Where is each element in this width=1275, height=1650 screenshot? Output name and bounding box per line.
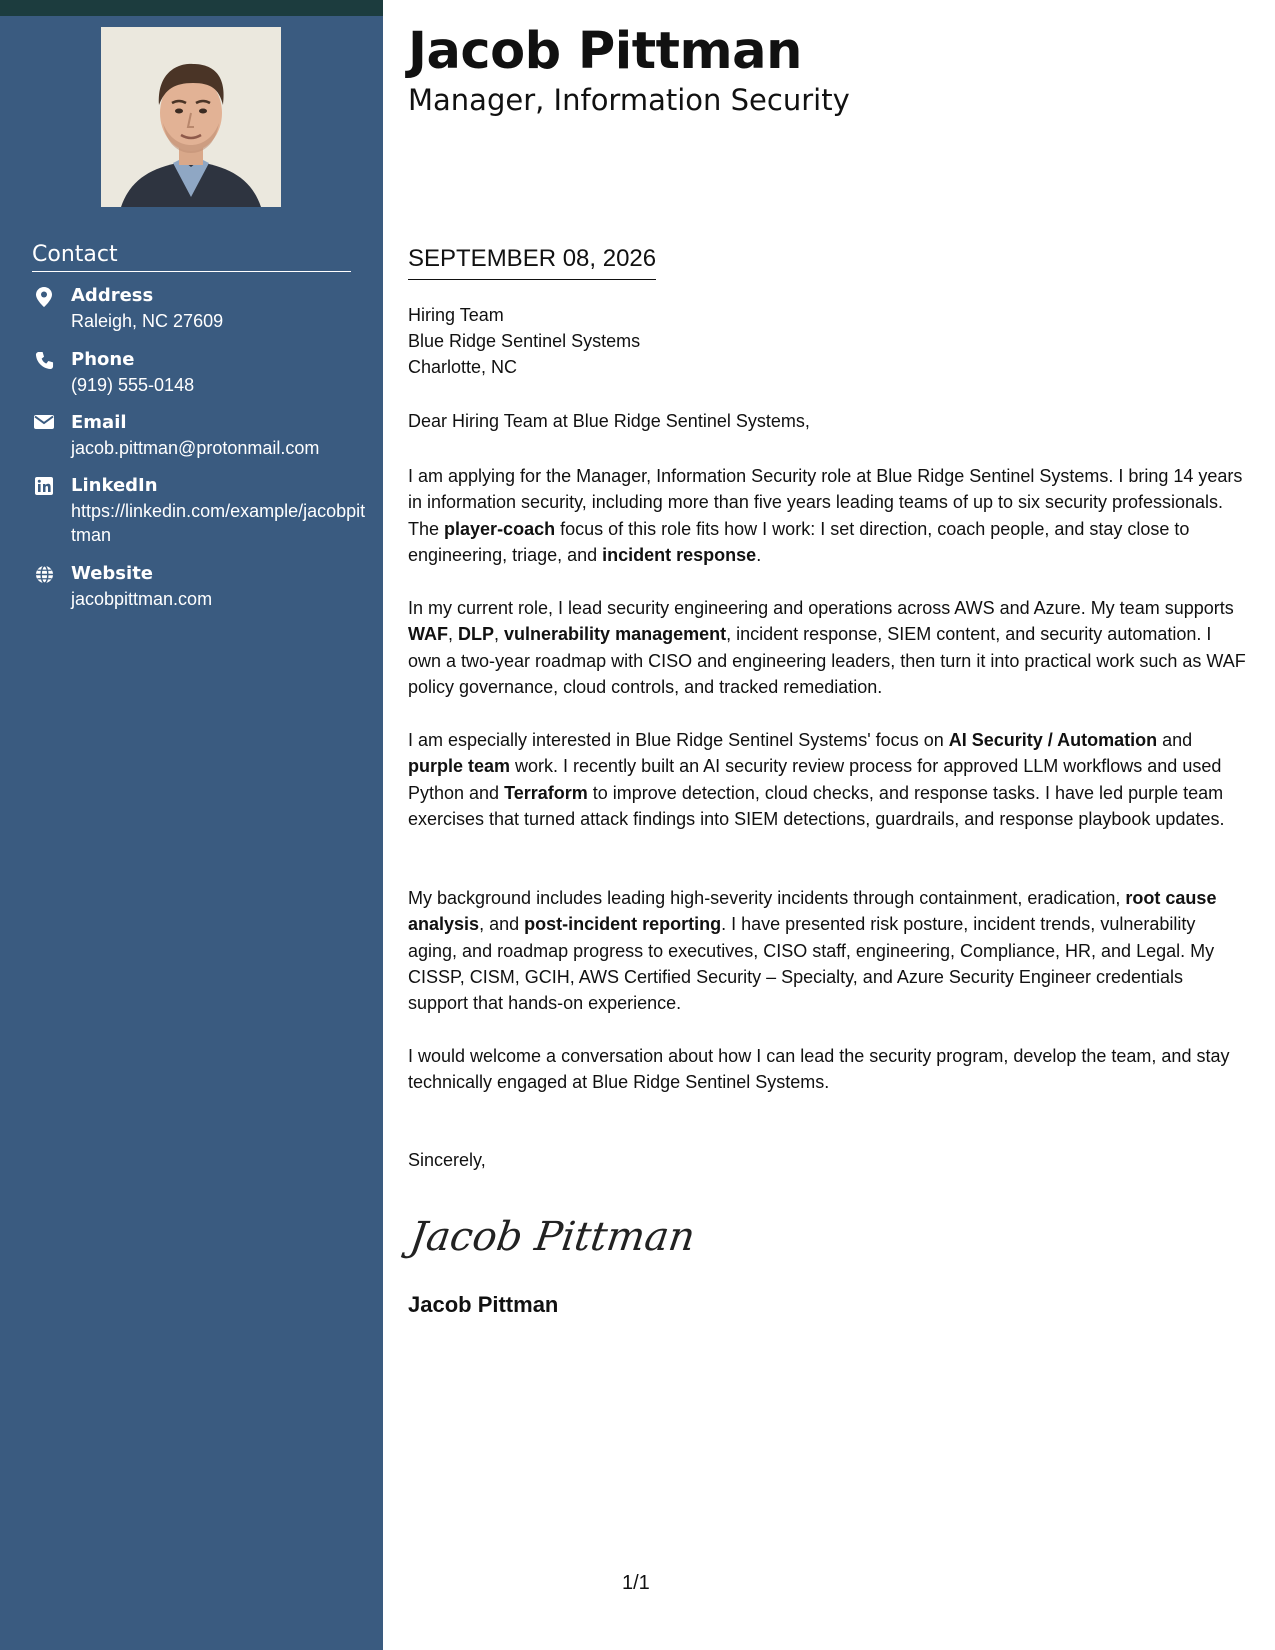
recipient-line: Charlotte, NC bbox=[408, 357, 518, 377]
emphasis-text: WAF bbox=[408, 624, 448, 645]
body-paragraph bbox=[408, 463, 1248, 568]
contact-label: Website bbox=[71, 563, 154, 584]
signature-image bbox=[407, 1198, 698, 1268]
paragraph-text: I would welcome a conversation about how I can lead the security program, develop the team, and stay technically engaged at Blue Ridge Sentinel Systems. bbox=[408, 1046, 1230, 1093]
recipient-line: Hiring Team bbox=[408, 305, 504, 325]
paragraph-text: I am especially interested in Blue Ridge Sentinel Systems' focus on bbox=[408, 730, 949, 750]
emphasis-text: root cause analysis bbox=[408, 888, 1217, 935]
emphasis-text: vulnerability management bbox=[504, 624, 727, 645]
emphasis-text: purple team bbox=[408, 756, 511, 777]
sidebar-top-bar bbox=[0, 0, 383, 16]
address-value: Raleigh, NC 27609 bbox=[71, 311, 224, 331]
website-value[interactable]: jacobpittman.com bbox=[71, 589, 213, 609]
recipient-block bbox=[408, 302, 640, 380]
map-pin-icon bbox=[32, 287, 56, 309]
paragraph-text: , incident response, SIEM content, and security automation. I own a two-year roadmap with CISO and engineering leaders, then turn it into practical work such as WAF policy governance, cloud controls, and tracked remediation. bbox=[408, 624, 1246, 697]
emphasis-text: player-coach bbox=[444, 518, 556, 539]
contact-label: Email bbox=[71, 412, 127, 433]
linkedin-icon bbox=[32, 477, 56, 499]
paragraph-text: work. I recently built an AI security review process for approved LLM workflows and used Python and bbox=[408, 756, 1222, 803]
paragraph-text: to improve detection, cloud checks, and response tasks. I have led purple team exercises that turned attack findings into SIEM detections, guardrails, and response playbook updates. bbox=[408, 782, 1225, 829]
emphasis-text: incident response bbox=[602, 544, 757, 565]
paragraph-text: focus of this role fits how I work: I set direction, coach people, and stay close to engineering, triage, and bbox=[408, 518, 1190, 565]
phone-icon bbox=[32, 351, 56, 373]
applicant-name: Jacob Pittman bbox=[408, 22, 802, 81]
emphasis-text: post-incident reporting bbox=[524, 914, 722, 935]
contact-heading: Contact bbox=[32, 242, 351, 272]
profile-photo bbox=[101, 27, 281, 207]
signature-text: Jacob Pittman bbox=[407, 1214, 698, 1260]
body-paragraph bbox=[408, 1043, 1248, 1096]
paragraph-text: In my current role, I lead security engineering and operations across AWS and Azure. My team supports bbox=[408, 598, 1234, 618]
contact-label: Address bbox=[71, 285, 154, 306]
emphasis-text: Terraform bbox=[504, 782, 588, 803]
linkedin-value[interactable]: https://linkedin.com/example/jacobpittman bbox=[71, 501, 366, 545]
recipient-line: Blue Ridge Sentinel Systems bbox=[408, 331, 641, 351]
body-paragraph bbox=[408, 885, 1248, 1016]
contact-label: LinkedIn bbox=[71, 475, 158, 496]
email-value[interactable]: jacob.pittman@protonmail.com bbox=[71, 438, 320, 458]
paragraph-text: I am applying for the Manager, Information Security role at Blue Ridge Sentinel Systems. I bring 14 years in information security, including more than five years leading teams of up to six security professionals. The bbox=[408, 466, 1243, 539]
contact-label: Phone bbox=[71, 349, 135, 370]
globe-icon bbox=[32, 565, 56, 587]
paragraph-text: , bbox=[448, 624, 459, 645]
applicant-role: Manager, Information Security bbox=[408, 83, 850, 117]
paragraph-text: and bbox=[1157, 730, 1193, 750]
salutation: Dear Hiring Team at Blue Ridge Sentinel Systems, bbox=[408, 411, 810, 431]
closing: Sincerely, bbox=[408, 1150, 486, 1170]
body-paragraph bbox=[408, 727, 1248, 832]
emphasis-text: AI Security / Automation bbox=[948, 730, 1158, 750]
phone-value: (919) 555-0148 bbox=[71, 375, 195, 395]
paragraph-text: My background includes leading high-severity incidents through containment, eradication, bbox=[408, 888, 1126, 908]
page-number: 1/1 bbox=[622, 1572, 650, 1594]
paragraph-text: . I have presented risk posture, incident trends, vulnerability aging, and roadmap progress to executives, CISO staff, engineering, Compliance, HR, and Legal. My CISSP, CISM, GCIH, AWS Certified Security – Specialty, and Azure Security Engineer credentials support that hands-on experience. bbox=[408, 914, 1215, 1014]
body-paragraph bbox=[408, 595, 1248, 700]
signer-name: Jacob Pittman bbox=[408, 1292, 559, 1317]
paragraph-text: . bbox=[756, 544, 762, 565]
emphasis-text: DLP bbox=[458, 624, 495, 645]
envelope-icon bbox=[32, 414, 56, 436]
paragraph-text: , bbox=[494, 624, 505, 645]
letter-date: SEPTEMBER 08, 2026 bbox=[408, 245, 656, 280]
paragraph-text: , and bbox=[479, 914, 525, 935]
